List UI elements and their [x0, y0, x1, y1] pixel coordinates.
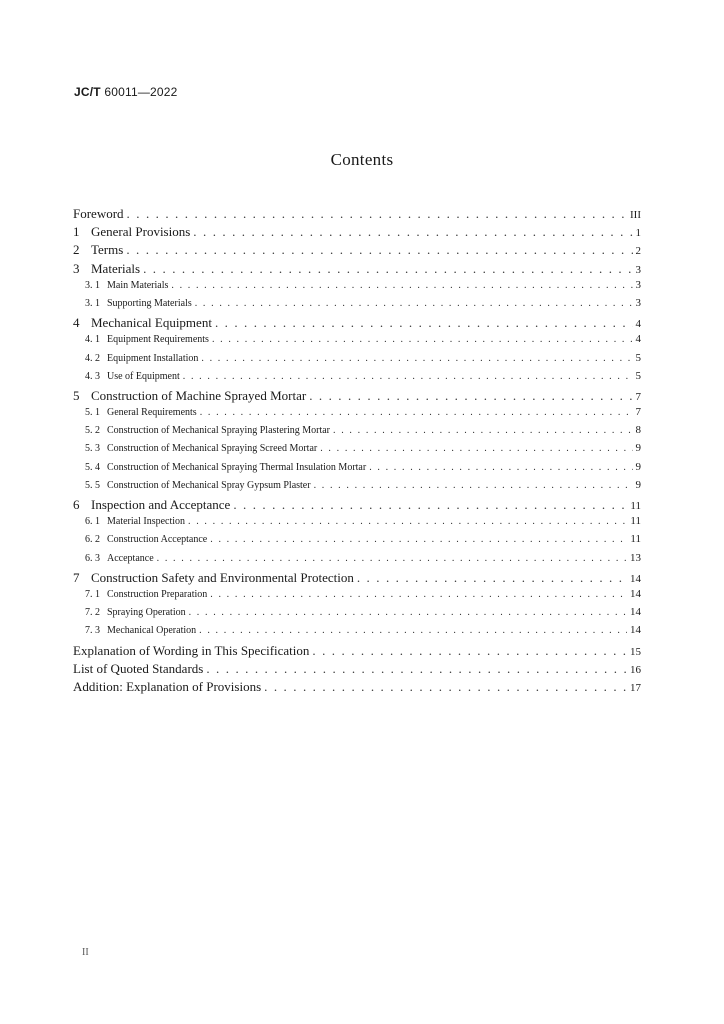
toc-entry-page: 14: [630, 624, 641, 637]
toc-entry-number: 6. 1: [85, 516, 100, 528]
toc-leader-dots: [312, 643, 627, 659]
toc-subentry[interactable]: [73, 588, 641, 606]
toc-leader-dots: [233, 497, 627, 513]
toc-entry-page: 3: [635, 296, 641, 309]
toc-entry-number: 5. 5: [85, 479, 100, 491]
toc-entry-number: 7. 1: [85, 588, 100, 600]
document-code-prefix: JC/T: [74, 85, 101, 99]
toc-entry-page: 17: [630, 681, 641, 694]
toc-leader-dots: [215, 315, 633, 331]
toc-subentry[interactable]: [73, 606, 641, 624]
toc-entry-label: Equipment Requirements: [107, 334, 209, 346]
document-code: [74, 85, 178, 99]
toc-entry-number: 4. 1: [85, 334, 100, 346]
toc-entry-label: Addition: Explanation of Provisions: [73, 678, 262, 694]
toc-leader-dots: [314, 480, 633, 491]
toc-entry-label: General Requirements: [107, 407, 197, 419]
toc-entry[interactable]: [73, 315, 641, 333]
toc-leader-dots: [189, 607, 627, 618]
toc-entry-page: 11: [630, 500, 641, 512]
toc-subentry[interactable]: [73, 442, 641, 460]
toc-leader-dots: [193, 224, 632, 240]
toc-subentry[interactable]: [73, 515, 641, 533]
toc-subentry[interactable]: [73, 424, 641, 442]
toc-entry-page: 9: [635, 478, 641, 491]
toc-entry-number: 5. 4: [85, 461, 100, 473]
toc-entry-page: 14: [630, 606, 641, 619]
toc-entry-page: 13: [630, 551, 641, 564]
toc-entry-page: 9: [635, 442, 641, 455]
toc-entry-label: Construction of Mechanical Spray Gypsum Plaster: [107, 479, 311, 491]
toc-leader-dots: [212, 334, 633, 345]
toc-subentry[interactable]: [73, 552, 641, 570]
toc-entry-page: 11: [630, 533, 641, 546]
toc-entry-number: 7. 3: [85, 625, 100, 637]
toc-leader-dots: [195, 298, 633, 309]
toc-entry-number: 2: [73, 242, 80, 258]
toc-entry-label: Supporting Materials: [107, 297, 192, 309]
toc-entry-label: List of Quoted Standards: [73, 660, 204, 676]
toc-entry-page: 11: [630, 515, 641, 528]
toc-entry-label: Construction Acceptance: [107, 534, 208, 546]
toc-entry-number: 5. 1: [85, 407, 100, 419]
toc-entry[interactable]: [73, 242, 641, 260]
toc-entry-page: 3: [635, 278, 641, 291]
toc-subentry[interactable]: [73, 461, 641, 479]
page-title: Contents: [330, 150, 394, 169]
toc-entry-number: 5. 3: [85, 443, 100, 455]
toc-entry-number: 4. 3: [85, 370, 100, 382]
toc-leader-dots: [171, 280, 632, 291]
toc-entry-label: Acceptance: [107, 552, 154, 564]
toc-entry-label: Inspection and Acceptance: [91, 497, 231, 512]
toc-subentry[interactable]: [73, 352, 641, 370]
toc-entry-page: 7: [635, 390, 641, 403]
toc-entry-label: Construction of Mechanical Spraying Screed Mortar: [107, 443, 318, 455]
toc-leader-dots: [127, 206, 627, 222]
toc-leader-dots: [320, 443, 632, 454]
toc-entry-number: 4: [73, 315, 80, 331]
toc-entry-number: 7. 2: [85, 607, 100, 619]
toc-leader-dots: [201, 353, 632, 364]
toc-entry-label: General Provisions: [91, 224, 191, 240]
toc-entry[interactable]: [73, 570, 641, 588]
toc-entry[interactable]: [73, 497, 641, 515]
toc-leader-dots: [206, 661, 627, 677]
toc-entry-number: 6. 3: [85, 552, 100, 564]
toc-leader-dots: [210, 589, 627, 600]
toc-entry-label: Material Inspection: [107, 516, 186, 528]
toc-entry-number: 3. 1: [85, 297, 100, 309]
toc-subentry[interactable]: [73, 406, 641, 424]
toc-entry-number: 1: [73, 224, 80, 240]
toc-entry-label: Construction of Mechanical Spraying Plastering Mortar: [107, 425, 331, 437]
toc-entry-page: 16: [630, 663, 641, 676]
toc-subentry[interactable]: [73, 279, 641, 297]
toc-subentry[interactable]: [73, 624, 641, 642]
document-code-number: 60011—2022: [104, 85, 178, 99]
toc-entry-label: Foreword: [73, 206, 124, 221]
toc-entry-page: 8: [635, 424, 641, 437]
toc-leader-dots: [143, 261, 632, 277]
toc-entry-page: III: [630, 209, 641, 221]
toc-entry-number: 6: [73, 497, 80, 512]
toc-subentry[interactable]: [73, 333, 641, 351]
toc-entry-label: Use of Equipment: [107, 370, 180, 382]
toc-entry-page: 4: [635, 318, 641, 331]
toc-leader-dots: [199, 625, 627, 636]
toc-entry-label: Construction Preparation: [107, 588, 208, 600]
toc-entry-number: 3: [73, 260, 80, 276]
toc-entry[interactable]: [73, 261, 641, 279]
toc-entry-page: 3: [635, 263, 641, 276]
toc-entry[interactable]: [73, 643, 641, 661]
toc-entry-label: Main Materials: [107, 279, 169, 291]
toc-subentry[interactable]: [73, 479, 641, 497]
toc-entry[interactable]: [73, 679, 641, 697]
toc-entry-number: 4. 2: [85, 352, 100, 364]
toc-entry-page: 4: [635, 333, 641, 346]
toc-entry[interactable]: [73, 224, 641, 242]
toc-entry-page: 15: [630, 645, 641, 658]
toc-leader-dots: [309, 388, 632, 404]
toc-entry-page: 5: [635, 369, 641, 382]
toc-leader-dots: [264, 679, 627, 695]
toc-entry-label: Construction of Mechanical Spraying Thermal Insulation Mortar: [107, 461, 367, 473]
toc-leader-dots: [183, 371, 633, 382]
toc-entry-page: 14: [630, 587, 641, 600]
toc-subentry[interactable]: [73, 297, 641, 315]
toc-leader-dots: [357, 570, 627, 586]
toc-entry-number: 6. 2: [85, 534, 100, 546]
toc-subentry[interactable]: [73, 370, 641, 388]
footer-page-number: II: [82, 947, 89, 958]
toc-entry-number: 7: [73, 569, 80, 585]
toc-leader-dots: [200, 407, 633, 418]
toc-leader-dots: [126, 242, 632, 258]
toc-entry[interactable]: [73, 661, 641, 679]
toc-entry-label: Mechanical Operation: [107, 625, 197, 637]
toc-entry-page: 7: [635, 406, 641, 419]
toc-entry-number: 5: [73, 387, 80, 403]
toc-entry-label: Mechanical Equipment: [91, 315, 212, 331]
toc-entry-page: 2: [635, 245, 641, 258]
toc-entry-page: 1: [635, 227, 641, 240]
toc-entry-label: Spraying Operation: [107, 607, 186, 619]
toc-entry-label: Construction Safety and Environmental Protection: [91, 569, 354, 585]
toc-subentry[interactable]: [73, 533, 641, 551]
toc-entry-number: 5. 2: [85, 425, 100, 437]
toc-entry-label: Construction of Machine Sprayed Mortar: [91, 387, 307, 403]
toc-entry[interactable]: [73, 388, 641, 406]
toc-leader-dots: [333, 425, 632, 436]
toc-entry-page: 5: [635, 351, 641, 364]
toc-leader-dots: [157, 553, 627, 564]
toc-entry[interactable]: [73, 206, 641, 224]
toc-entry-page: 9: [635, 460, 641, 473]
table-of-contents: [73, 206, 641, 697]
toc-entry-page: 14: [630, 572, 641, 585]
toc-leader-dots: [210, 534, 627, 545]
toc-entry-label: Materials: [91, 260, 141, 276]
toc-entry-number: 3. 1: [85, 279, 100, 291]
toc-entry-label: Explanation of Wording in This Specification: [73, 642, 310, 658]
toc-leader-dots: [369, 462, 632, 473]
toc-entry-label: Equipment Installation: [107, 352, 199, 364]
toc-entry-label: Terms: [91, 242, 124, 258]
toc-leader-dots: [188, 516, 627, 527]
